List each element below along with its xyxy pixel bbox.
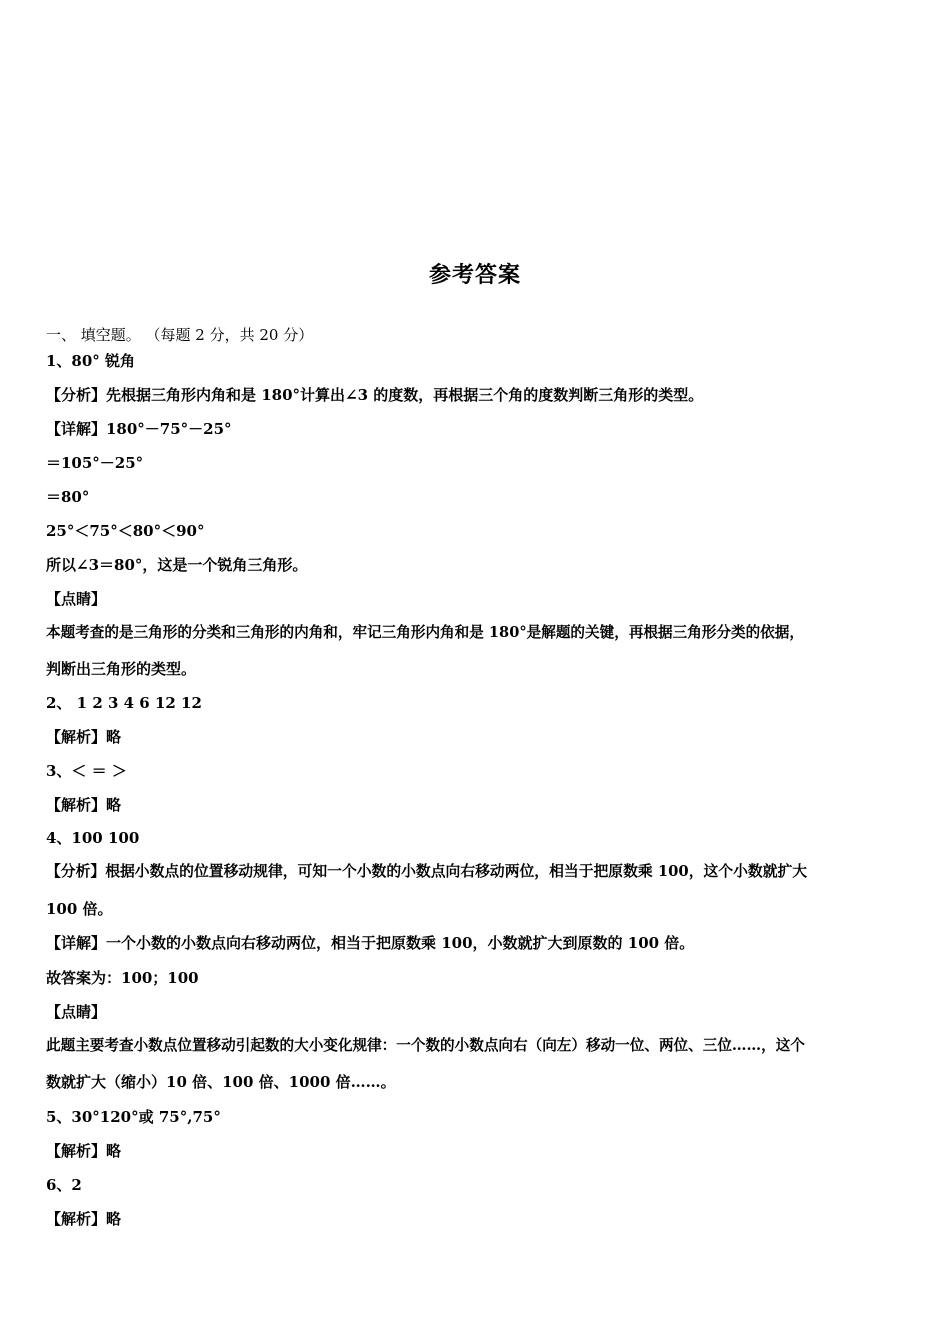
q1-conclusion: 所以∠3＝80°，这是一个锐角三角形。 [46, 556, 308, 574]
q6-explanation: 【解析】略 [46, 1210, 122, 1228]
q2-explanation: 【解析】略 [46, 728, 122, 746]
q1-comment-line1: 本题考查的是三角形的分类和三角形的内角和，牢记三角形内角和是 180°是解题的关键，再根据三角形分类的依据， [46, 624, 804, 641]
q1-detail: 【详解】180°－75°－25° [46, 420, 232, 438]
q5-explanation: 【解析】略 [46, 1142, 122, 1160]
section-heading: 一、 填空题。 （每题 2 分，共 20 分） [46, 326, 314, 344]
q1-answer: 1、80° 锐角 [46, 352, 136, 370]
q3-answer: 3、＜ ＝ ＞ [46, 762, 127, 780]
q4-analysis-line2: 100 倍。 [46, 900, 113, 918]
q4-analysis-line1: 【分析】根据小数点的位置移动规律，可知一个小数的小数点向右移动两位，相当于把原数乘 100，这个小数就扩大 [46, 863, 808, 880]
q4-final: 故答案为：100；100 [46, 969, 199, 987]
q6-answer: 6、2 [46, 1176, 82, 1194]
q1-step1: ＝105°－25° [46, 454, 144, 472]
q4-comment-line1: 此题主要考查小数点位置移动引起数的大小变化规律：一个数的小数点向右（向左）移动一位、两位、三位……，这个 [46, 1037, 805, 1054]
q4-comment-line2: 数就扩大（缩小）10 倍、100 倍、1000 倍……。 [46, 1073, 396, 1091]
q2-answer: 2、 1 2 3 4 6 12 12 [46, 694, 202, 712]
page-title: 参考答案 [428, 263, 521, 288]
q1-compare: 25°＜75°＜80°＜90° [46, 522, 205, 540]
q4-detail: 【详解】一个小数的小数点向右移动两位，相当于把原数乘 100，小数就扩大到原数的 100 倍。 [46, 934, 695, 952]
q4-comment-label: 【点睛】 [46, 1003, 107, 1021]
q1-comment-label: 【点睛】 [46, 590, 107, 608]
q1-comment-line2: 判断出三角形的类型。 [46, 660, 197, 678]
q3-explanation: 【解析】略 [46, 796, 122, 814]
q1-analysis: 【分析】先根据三角形内角和是 180°计算出∠3 的度数，再根据三个角的度数判断三角形的类型。 [46, 386, 704, 404]
q5-answer: 5、30°120°或 75°,75° [46, 1108, 221, 1126]
q4-answer: 4、100 100 [46, 829, 140, 847]
q1-step2: ＝80° [46, 488, 90, 506]
